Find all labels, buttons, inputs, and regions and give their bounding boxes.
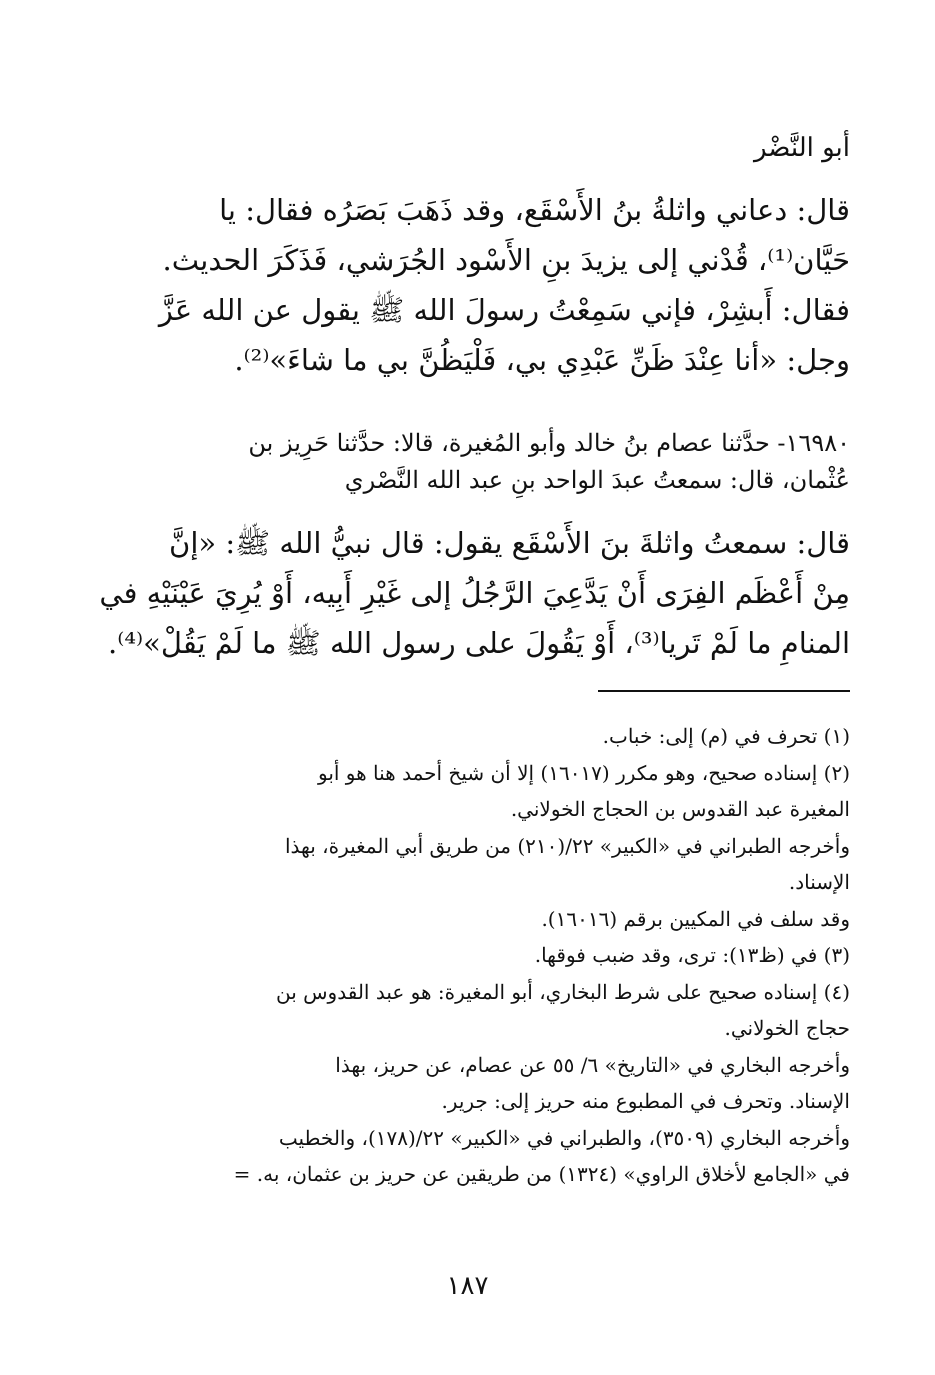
header-title: أبو النَّضْر <box>753 133 850 163</box>
main-text-line: قال: سمعتُ واثلةَ بنَ الأَسْقَع يقول: قال نبيُّ الله ﷺ: «إنَّ <box>169 526 850 560</box>
footnote-divider <box>598 690 850 692</box>
footnote-line: المغيرة عبد القدوس بن الحجاج الخولاني. <box>510 797 850 821</box>
footnote-line: في «الجامع لأخلاق الراوي» (١٣٢٤) من طريقين عن حريز بن عثمان، به. = <box>233 1162 850 1186</box>
main-text-line: مِنْ أَعْظَم الفِرَى أَنْ يَدَّعِيَ الرَّجُلُ إلى غَيْرِ أَبِيه، أَوْ يُرِيَ عَيْنَيْهِ في <box>99 576 850 610</box>
footnote-line: وأخرجه البخاري (٣٥٠٩)، والطبراني في «الكبير» ٢٢/(١٧٨)، والخطيب <box>278 1125 850 1150</box>
footnote-line: الإسناد. وتحرف في المطبوع منه حريز إلى: جرير. <box>441 1089 850 1113</box>
footnote-line: (٣) في (ظ١٣): ترى، وقد ضبب فوقها. <box>534 943 850 967</box>
footnote-line: وأخرجه الطبراني في «الكبير» ٢٢/(٢١٠) من طريق أبي المغيرة، بهذا <box>284 833 850 858</box>
footnotes-block <box>88 718 850 1193</box>
footnote-line: حجاج الخولاني. <box>724 1016 850 1040</box>
footnote-line: (٢) إسناده صحيح، وهو مكرر (١٦٠١٧) إلا أن شيخ أحمد هنا هو أبو <box>317 760 850 785</box>
page-number: ١٨٧ <box>446 1271 489 1301</box>
main-text-line: وجل: «أنا عِنْدَ ظَنِّ عَبْدِي بي، فَلْيَظُنَّ بي ما شاءَ»⁽²⁾. <box>234 343 850 377</box>
hadith-chain-block <box>88 425 850 499</box>
footnote-line: وأخرجه البخاري في «التاريخ» ٦/ ٥٥ عن عصام، عن حريز، بهذا <box>335 1052 850 1077</box>
footnote-line: (١) تحرف في (م) إلى: خباب. <box>602 724 850 748</box>
running-header <box>88 128 850 168</box>
main-text-line: حَيَّان⁽¹⁾، قُدْني إلى يزيدَ بنِ الأَسْود الجُرَشي، فَذَكَرَ الحديث. <box>162 243 850 277</box>
footnote-line: الإسناد. <box>788 870 850 894</box>
main-text-line: قال: دعاني واثلةُ بنُ الأَسْقَع، وقد ذَهَبَ بَصَرُه فقال: يا <box>219 193 850 227</box>
footnote-line: (٤) إسناده صحيح على شرط البخاري، أبو المغيرة: هو عبد القدوس بن <box>275 979 850 1004</box>
hadith-chain-line: ١٦٩٨٠- حدَّثنا عصام بنُ خالد وأبو المُغيرة، قالا: حدَّثنا حَرِيز بن <box>248 429 850 457</box>
main-text-block <box>88 185 850 385</box>
main-text-line: المنامِ ما لَمْ تَريا⁽³⁾، أَوْ يَقُولَ على رسول الله ﷺ ما لَمْ يَقُلْ»⁽⁴⁾. <box>108 626 850 660</box>
footnote-line: وقد سلف في المكيين برقم (١٦٠١٦). <box>541 906 850 931</box>
main-text-line: فقال: أَبشِرْ، فإني سَمِعْتُ رسولَ الله ﷺ يقول عن الله عَزَّ <box>158 293 850 327</box>
hadith-chain-line: عُثْمان، قال: سمعتُ عبدَ الواحد بنِ عبد الله النَّصْري <box>344 466 850 494</box>
main-text-block-2 <box>88 518 850 668</box>
